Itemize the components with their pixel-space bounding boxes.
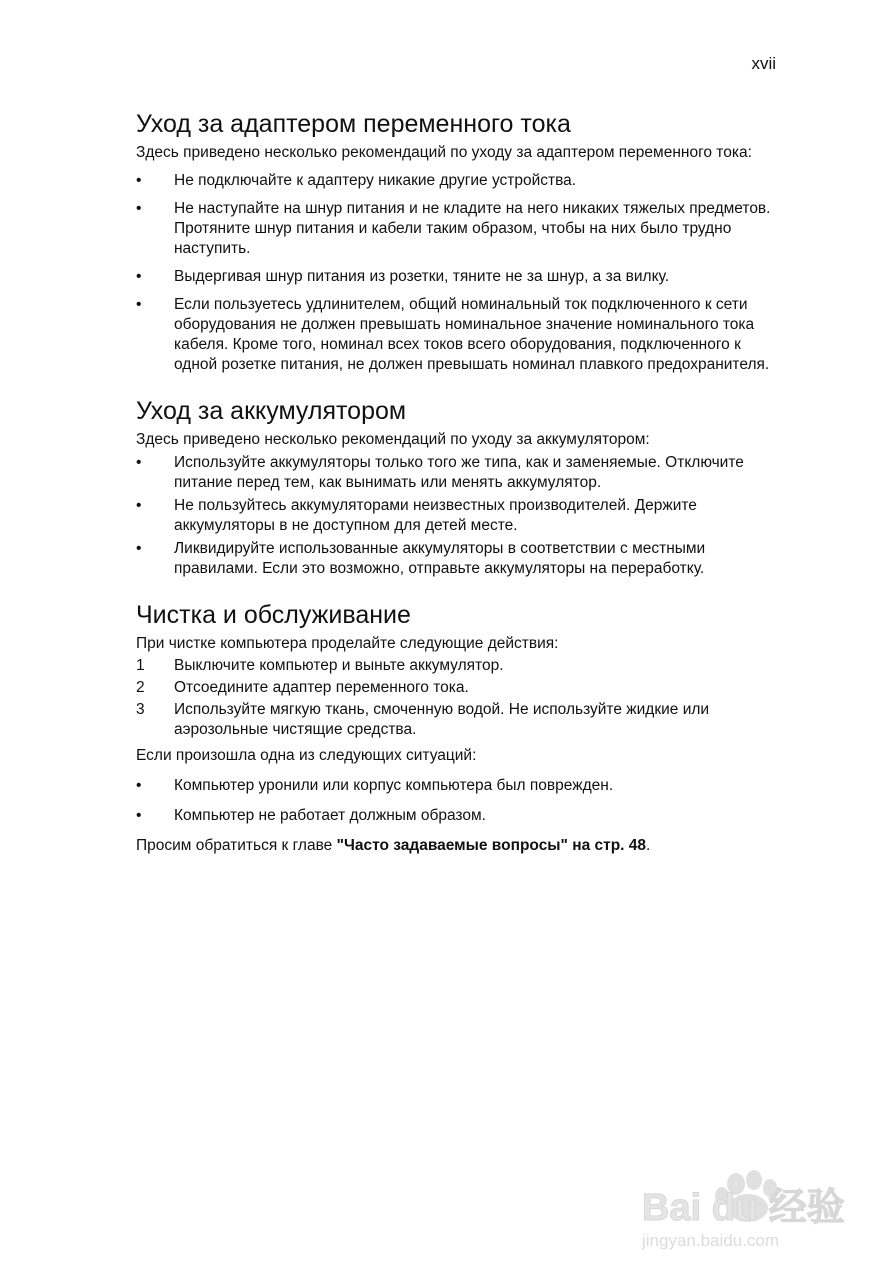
section-ac-adapter: [136, 108, 776, 375]
list-item: • Не подключайте к адаптеру никакие другие устройства.: [136, 172, 577, 189]
numbered-list: [136, 656, 776, 740]
list-item: • Компьютер уронили или корпус компьютера был поврежден.: [136, 777, 614, 794]
section-battery: [136, 395, 776, 579]
section-title: Чистка и обслуживание: [136, 601, 411, 629]
bullet-icon: •: [136, 268, 142, 285]
watermark-url: jingyan.baidu.com: [642, 1231, 780, 1250]
baidu-watermark: [636, 1158, 846, 1258]
section-title: Уход за адаптером переменного тока: [136, 110, 571, 138]
step-number: 2: [136, 679, 145, 696]
list-item: • Выдергивая шнур питания из розетки, тяните не за шнур, а за вилку.: [136, 268, 670, 285]
bullet-list: [136, 776, 776, 826]
bullet-icon: •: [136, 172, 142, 189]
list-item: • Ликвидируйте использованные аккумуляторы в соответствии с местными правилами. Если это возможно, отправьте аккумуляторы на переработку.: [136, 540, 706, 577]
section-intro: Здесь приведено несколько рекомендаций по уходу за аккумулятором:: [136, 431, 650, 448]
bullet-icon: •: [136, 777, 142, 794]
section-title: Уход за аккумулятором: [136, 397, 407, 425]
bullet-icon: •: [136, 807, 142, 824]
step-number: 3: [136, 701, 145, 718]
list-item: • Если пользуетесь удлинителем, общий номинальный ток подключенного к сети оборудования не должен превышать номинальное значение номинального тока кабеля. Кроме того, номинал всех токов всего оборудования, подключенного к одной розетке питания, не должен превышать номинал плавкого предохранителя.: [136, 296, 770, 373]
bullet-list: [136, 453, 776, 579]
section-intro: При чистке компьютера проделайте следующие действия:: [136, 635, 559, 652]
bullet-list: [136, 171, 776, 375]
faq-reference: "Часто задаваемые вопросы" на стр. 48: [336, 837, 647, 854]
list-item: 3 Используйте мягкую ткань, смоченную водой. Не используйте жидкие или аэрозольные чистящие средства.: [136, 701, 710, 738]
list-item: • Не наступайте на шнур питания и не кладите на него никаких тяжелых предметов. Протяните шнур питания и кабели таким образом, чтобы на них было трудно наступить.: [136, 200, 771, 257]
list-item: 1 Выключите компьютер и выньте аккумулятор.: [136, 657, 504, 674]
list-item: 2 Отсоедините адаптер переменного тока.: [136, 679, 469, 696]
list-item: • Не пользуйтесь аккумуляторами неизвестных производителей. Держите аккумуляторы в не доступном для детей месте.: [136, 497, 697, 534]
bullet-icon: •: [136, 540, 142, 557]
situations-intro: Если произошла одна из следующих ситуаций:: [136, 747, 477, 764]
step-number: 1: [136, 657, 145, 674]
watermark-brand: Bai du 经验: [642, 1187, 845, 1229]
list-item: • Компьютер не работает должным образом.: [136, 807, 486, 824]
bullet-icon: •: [136, 200, 142, 217]
document-body: [136, 108, 776, 876]
section-cleaning: [136, 599, 776, 856]
bullet-icon: •: [136, 296, 142, 313]
list-item: • Используйте аккумуляторы только того же типа, как и заменяемые. Отключите питание перед тем, как вынимать или менять аккумулятор.: [136, 454, 744, 491]
section-intro: Здесь приведено несколько рекомендаций по уходу за адаптером переменного тока:: [136, 144, 752, 161]
bullet-icon: •: [136, 497, 142, 514]
bullet-icon: •: [136, 454, 142, 471]
page-number: xvii: [751, 54, 776, 73]
closing-note: Просим обратиться к главе "Часто задаваемые вопросы" на стр. 48.: [136, 837, 651, 854]
